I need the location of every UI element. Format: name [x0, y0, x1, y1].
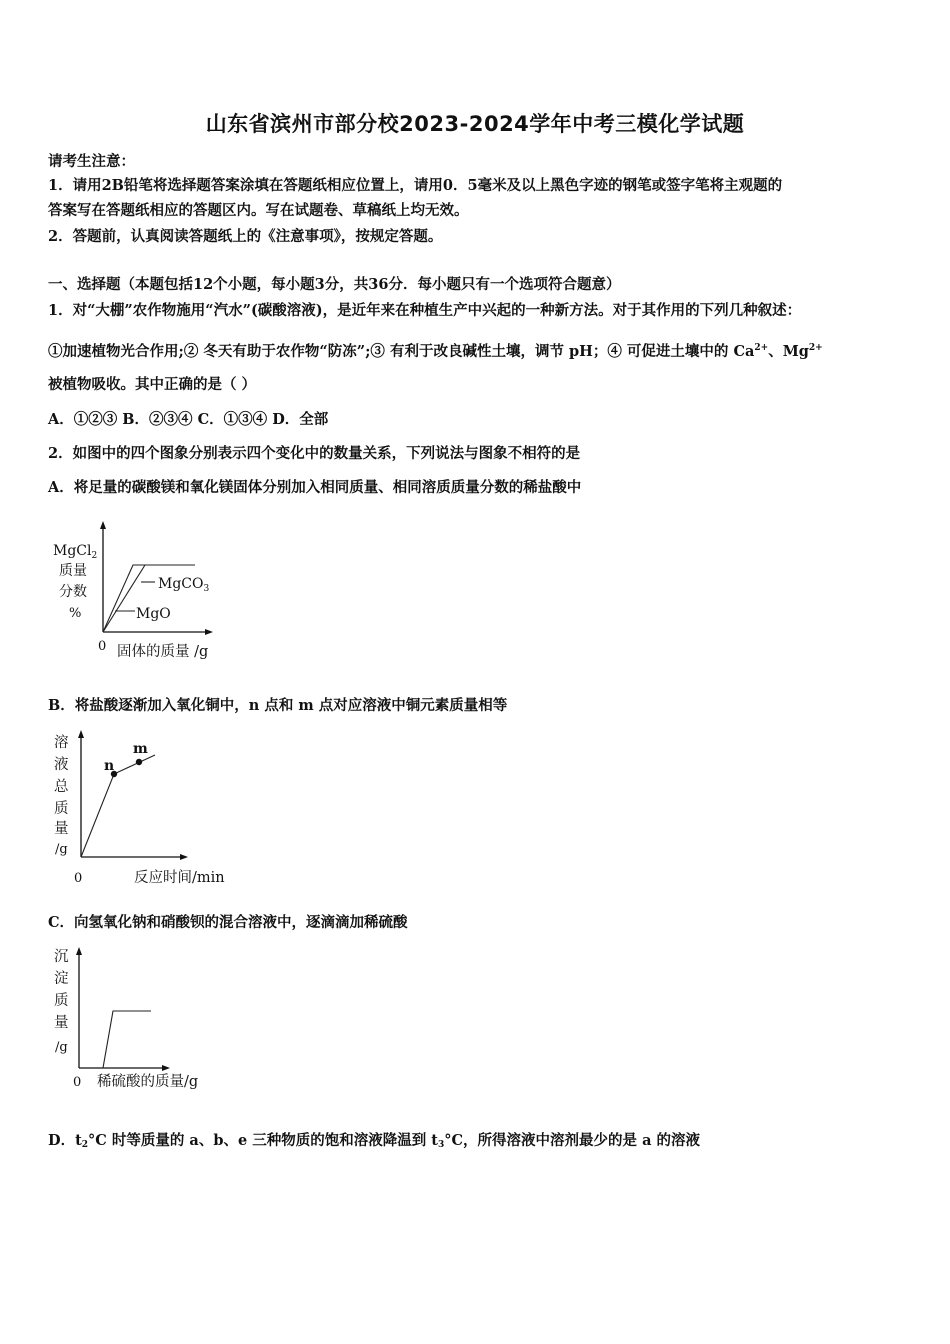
graph-c-ylabel-4: 量	[54, 1015, 69, 1031]
graph-a-x-arrow	[205, 629, 213, 635]
notice-item-1-line-1: 1．请用2B铅笔将选择题答案涂填在答题纸相应位置上，请用0．5毫米及以上黑色字迹的钢笔或签字笔将主观题的	[48, 177, 783, 194]
graph-c-xlabel: 稀硫酸的质量/g	[97, 1074, 199, 1090]
q1-statements: ①加速植物光合作用;② 冬天有助于农作物“防冻”;③ 有利于改良碱性土壤，调节 pH；④ 可促进土壤中的 Ca	[48, 343, 755, 360]
notice-item-2: 2．答题前，认真阅读答题纸上的《注意事项》，按规定答题。	[48, 228, 443, 245]
graph-b-ylabel-5: 量	[54, 821, 69, 837]
graph-b-label-n: n	[104, 758, 115, 774]
graph-b-label-m: m	[133, 741, 148, 757]
graph-c-origin: 0	[73, 1075, 82, 1090]
q2-option-d-part-3: °C，所得溶液中溶剂最少的是 a 的溶液	[444, 1132, 701, 1149]
graph-c-line	[103, 1011, 151, 1068]
graph-c-y-arrow	[76, 947, 82, 955]
q1-stem-line-2	[48, 338, 823, 362]
q2-option-b: B．将盐酸逐渐加入氧化铜中，n 点和 m 点对应溶液中铜元素质量相等	[48, 697, 508, 714]
graph-c-x-arrow	[162, 1065, 170, 1071]
graph-a-xlabel: 固体的质量 /g	[117, 644, 209, 660]
q2-option-c: C．向氢氧化钠和硝酸钡的混合溶液中，逐滴滴加稀硫酸	[48, 914, 408, 931]
graph-b-ylabel-6: /g	[55, 842, 68, 857]
q2-option-d-part-1: D．t	[48, 1132, 82, 1149]
section-heading: 一、选择题（本题包括12个小题，每小题3分，共36分．每小题只有一个选项符合题意）	[48, 276, 621, 293]
graph-b-line	[81, 755, 155, 857]
graph-c-ylabel-3: 质	[54, 993, 69, 1009]
graph-c-ylabel-2: 淀	[54, 971, 69, 987]
graph-a-ylabel-3: 分数	[59, 584, 87, 600]
graph-b-xlabel: 反应时间/min	[134, 870, 225, 886]
graph-a-series-upper-label: MgCO$_3$	[158, 576, 210, 594]
graph-a-ylabel-4: %	[69, 606, 82, 621]
q1-separator: 、Mg	[768, 343, 809, 360]
graph-b-origin: 0	[74, 871, 83, 886]
q1-options: A．①②③ B．②③④ C．①③④ D．全部	[48, 411, 329, 428]
q1-stem-line-1: 1．对“大棚”农作物施用“汽水”(碳酸溶液)，是近年来在种植生产中兴起的一种新方法。对于其作用的下列几种叙述：	[48, 302, 802, 319]
graph-b-y-arrow	[78, 730, 84, 738]
graph-a	[45, 512, 275, 662]
q2-option-d-part-2: °C 时等质量的 a、b、e 三种物质的饱和溶液降温到 t	[88, 1132, 438, 1149]
page-title: 山东省滨州市部分校2023-2024学年中考三模化学试题	[205, 112, 745, 136]
q1-stem-line-3: 被植物吸收。其中正确的是（ ）	[48, 376, 257, 393]
graph-c-ylabel-1: 沉	[54, 949, 69, 965]
graph-b-ylabel-3: 总	[54, 779, 69, 795]
graph-b-ylabel-2: 液	[54, 757, 69, 773]
graph-b-x-arrow	[180, 854, 188, 860]
q2-option-a: A．将足量的碳酸镁和氧化镁固体分别加入相同质量、相同溶质质量分数的稀盐酸中	[48, 479, 582, 496]
graph-a-ylabel-1: MgCl$_2$	[53, 543, 98, 561]
q2-stem: 2．如图中的四个图象分别表示四个变化中的数量关系，下列说法与图象不相符的是	[48, 445, 581, 462]
notice-item-1-line-2: 答案写在答题纸相应的答题区内。写在试题卷、草稿纸上均无效。	[48, 202, 469, 219]
graph-c	[45, 940, 255, 1090]
q2-option-d	[48, 1131, 700, 1155]
graph-b-ylabel-4: 质	[54, 801, 69, 817]
graph-b-point-m	[136, 759, 142, 765]
ca-charge: 2+	[754, 343, 769, 353]
graph-a-y-arrow	[100, 521, 106, 529]
graph-a-ylabel-2: 质量	[59, 563, 87, 579]
q2-option-d-sub-1: 2	[81, 1140, 89, 1150]
graph-c-ylabel-5: /g	[55, 1040, 68, 1055]
notice-heading: 请考生注意：	[48, 153, 135, 170]
q2-option-d-sub-2: 3	[438, 1140, 445, 1150]
graph-a-origin: 0	[98, 639, 107, 654]
mg-charge: 2+	[808, 343, 823, 353]
graph-a-series-lower-label: MgO	[136, 606, 171, 622]
graph-b-ylabel-1: 溶	[54, 735, 69, 751]
graph-b	[45, 725, 255, 890]
